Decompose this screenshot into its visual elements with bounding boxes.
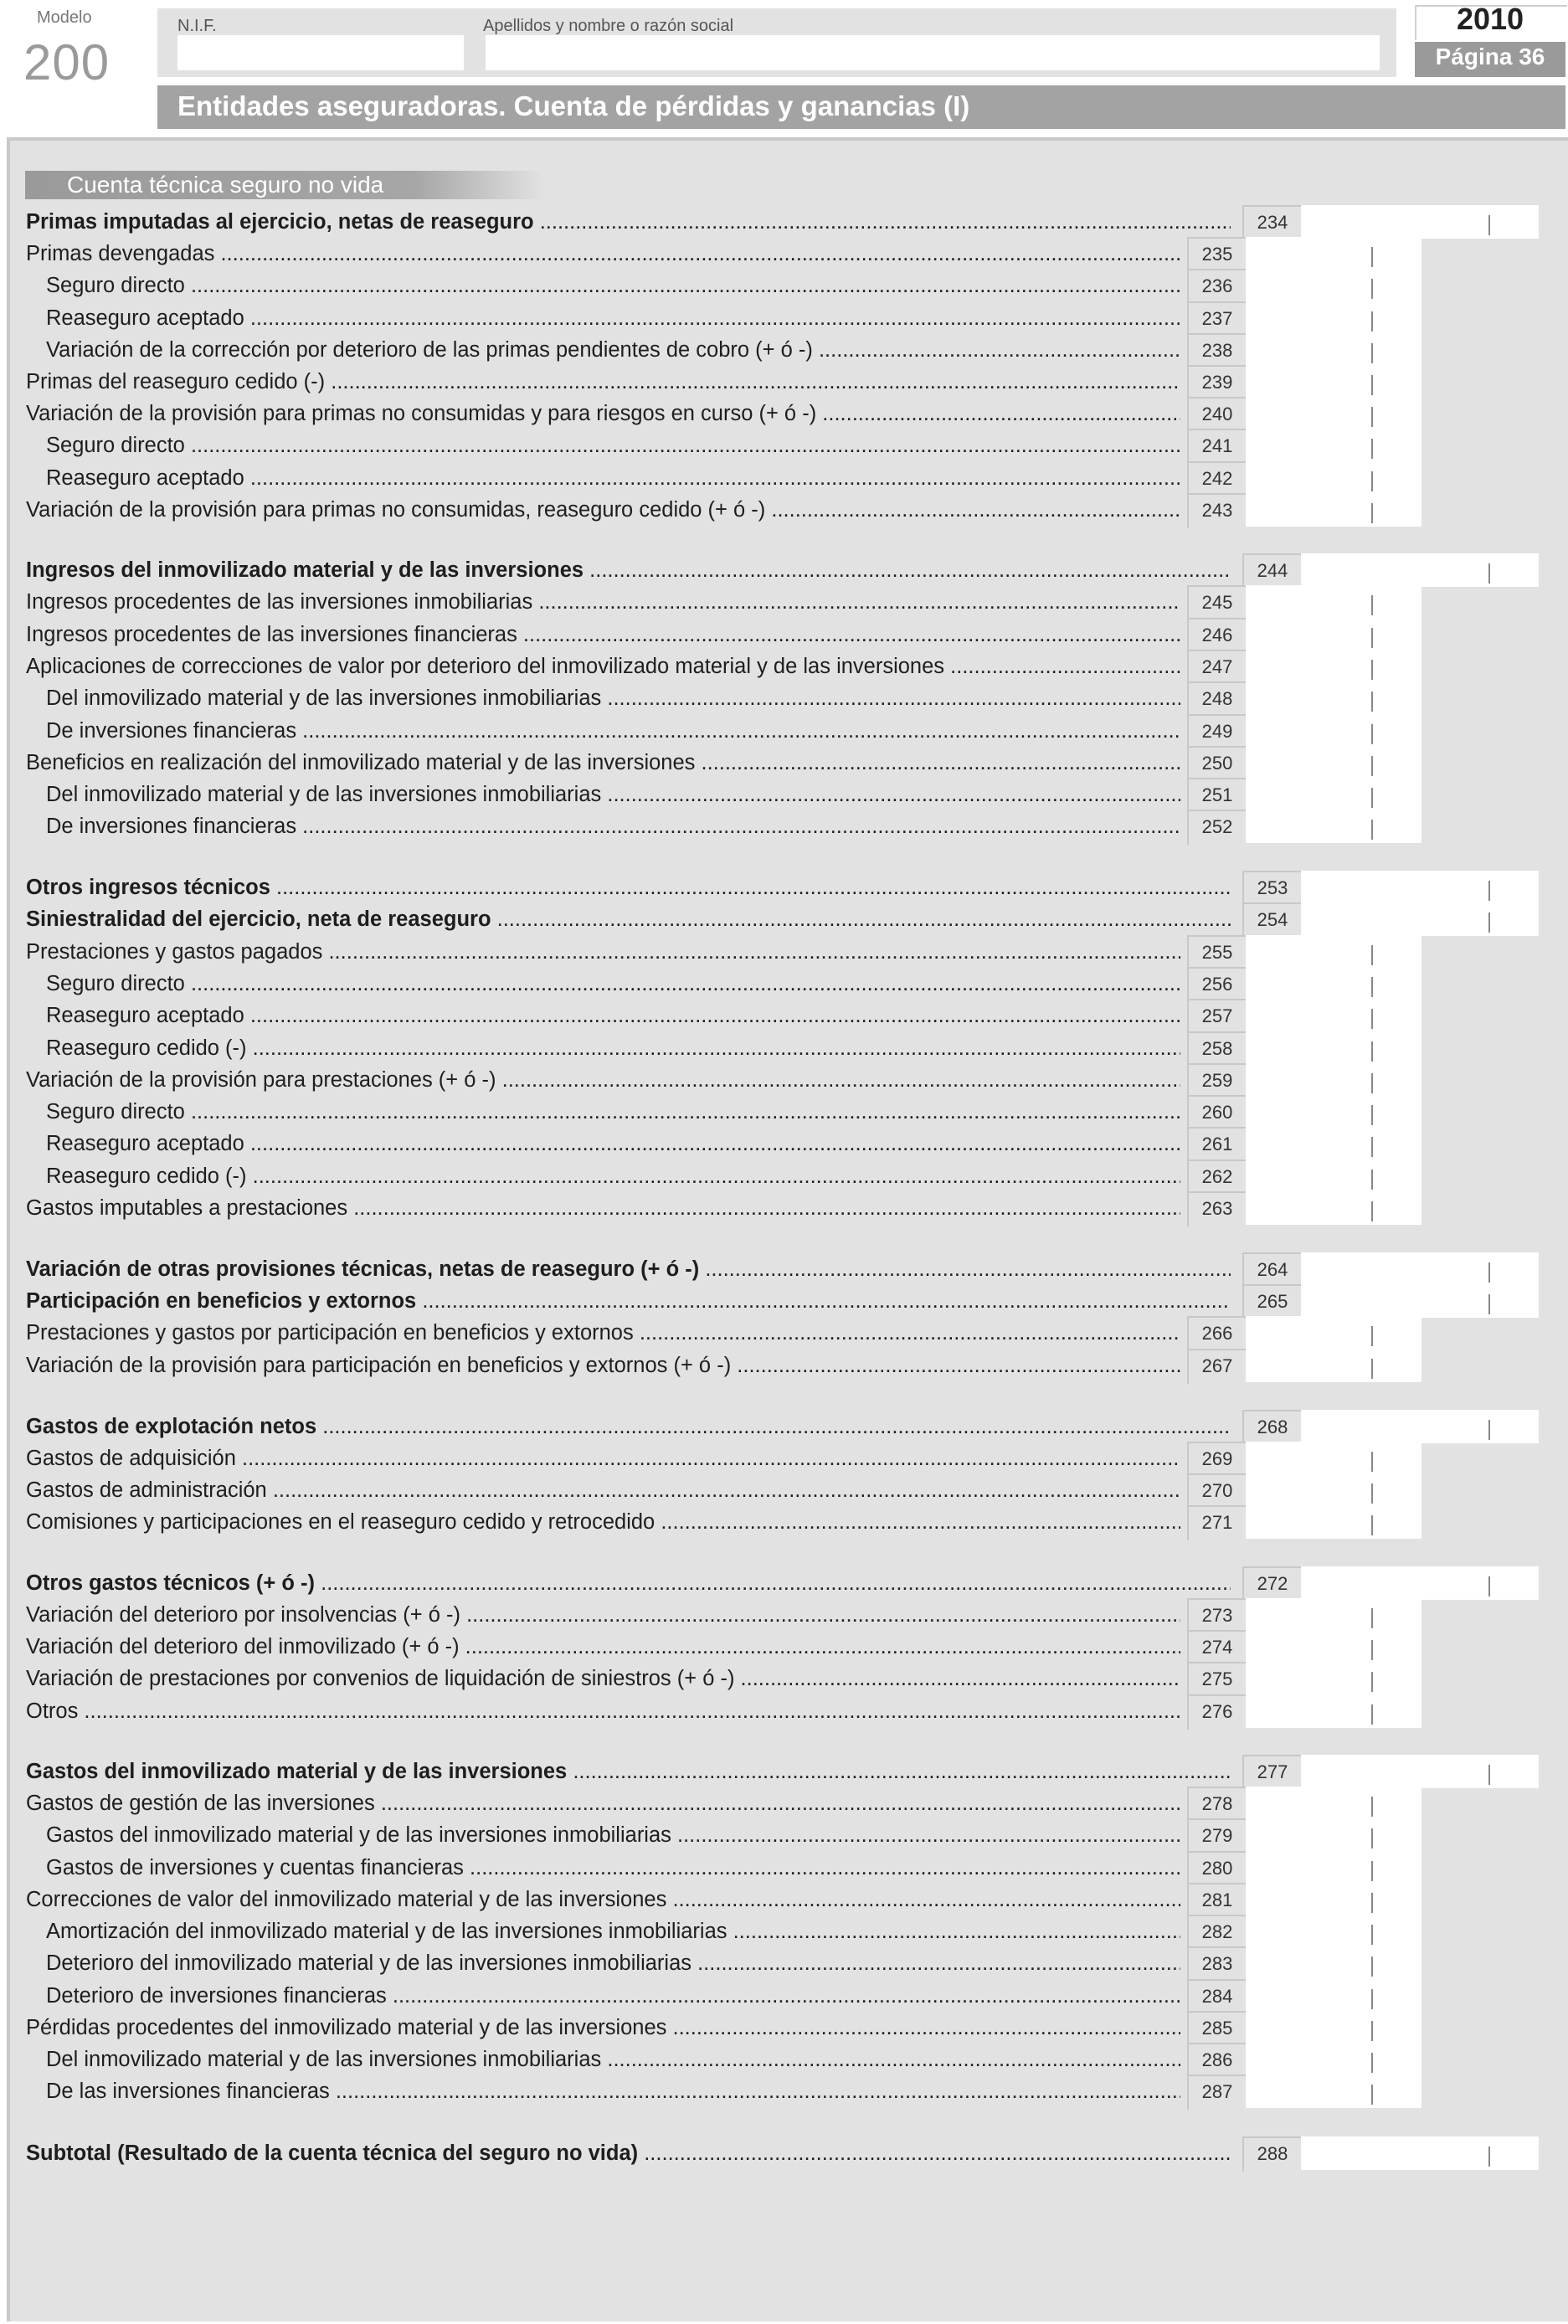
form-row-234	[0, 205, 1568, 239]
box-code: 240	[1187, 397, 1246, 432]
row-label: Amortización del inmovilizado material y de las inversiones inmobiliarias .....	[46, 1915, 1180, 1948]
row-label: Gastos de adquisición .....	[26, 1442, 1180, 1475]
box-code: 256	[1187, 967, 1246, 1002]
year: 2010	[1456, 2, 1524, 36]
box-code: 269	[1187, 1442, 1246, 1477]
row-label: Gastos de gestión de las inversiones .....	[26, 1787, 1180, 1820]
amount-field-246[interactable]	[1246, 618, 1421, 651]
row-label: Variación de la provisión para prestaciones (+ ó -) .....	[26, 1063, 1180, 1097]
amount-field-283[interactable]	[1246, 1946, 1421, 1980]
form-row-267	[0, 1349, 1568, 1382]
form-row-276	[0, 1694, 1568, 1728]
amount-field-263[interactable]	[1246, 1191, 1421, 1225]
amount-field-234[interactable]	[1301, 205, 1539, 239]
box-code: 270	[1187, 1473, 1246, 1509]
amount-field-272[interactable]	[1301, 1566, 1539, 1600]
amount-field-254[interactable]	[1301, 902, 1539, 936]
form-row-236	[0, 269, 1568, 302]
form-row-280	[0, 1851, 1568, 1884]
box-code: 280	[1187, 1851, 1246, 1886]
form-row-271	[0, 1505, 1568, 1539]
box-code: 263	[1187, 1191, 1246, 1226]
row-label: Comisiones y participaciones en el reaseguro cedido y retrocedido .....	[26, 1505, 1180, 1539]
form-row-240	[0, 397, 1568, 430]
page-title: Entidades aseguradoras. Cuenta de pérdidas y ganancias (I)	[177, 90, 970, 121]
name-field[interactable]	[486, 35, 1380, 70]
form-row-244	[0, 553, 1568, 587]
box-code: 236	[1187, 269, 1246, 304]
form-row-278	[0, 1787, 1568, 1820]
row-label: Seguro directo .....	[46, 1095, 1180, 1129]
form-row-287	[0, 2075, 1568, 2108]
form-row-254	[0, 902, 1568, 936]
box-code: 253	[1242, 871, 1301, 906]
amount-field-266[interactable]	[1246, 1316, 1421, 1350]
row-label: Participación en beneficios y extornos .....	[26, 1284, 1231, 1318]
box-code: 254	[1242, 902, 1301, 938]
row-label: De las inversiones financieras .....	[46, 2075, 1180, 2108]
row-label: Seguro directo .....	[46, 429, 1180, 462]
row-label: Prestaciones y gastos pagados .....	[26, 935, 1180, 969]
form-row-251	[0, 778, 1568, 811]
modelo-label: Modelo	[37, 8, 92, 27]
box-code: 287	[1187, 2075, 1246, 2110]
box-code: 248	[1187, 681, 1246, 717]
amount-field-267[interactable]	[1246, 1349, 1421, 1382]
box-code: 264	[1242, 1252, 1301, 1288]
modelo-number: 200	[23, 34, 111, 90]
amount-field-278[interactable]	[1246, 1787, 1421, 1820]
amount-field-258[interactable]	[1246, 1031, 1421, 1065]
nif-field[interactable]	[177, 35, 464, 70]
row-label: Beneficios en realización del inmovilizado material y de las inversiones .....	[26, 746, 1180, 779]
row-label: Prestaciones y gastos por participación en beneficios y extornos .....	[26, 1316, 1180, 1350]
form-row-275	[0, 1662, 1568, 1695]
amount-field-265[interactable]	[1301, 1284, 1539, 1318]
amount-field-285[interactable]	[1246, 2011, 1421, 2044]
row-label: Reaseguro cedido (-) .....	[46, 1159, 1180, 1193]
form-row-245	[0, 585, 1568, 619]
box-code: 288	[1242, 2136, 1301, 2172]
amount-field-250[interactable]	[1246, 746, 1421, 779]
amount-field-257[interactable]	[1246, 999, 1421, 1032]
row-label: Del inmovilizado material y de las inversiones inmobiliarias .....	[46, 778, 1180, 811]
amount-field-238[interactable]	[1246, 333, 1421, 367]
row-label: Gastos del inmovilizado material y de las inversiones inmobiliarias .....	[46, 1818, 1180, 1852]
amount-field-241[interactable]	[1246, 429, 1421, 462]
row-label: Variación de la corrección por deterioro de las primas pendientes de cobro (+ ó -) .....	[46, 333, 1180, 367]
row-label: Variación de prestaciones por convenios de liquidación de siniestros (+ ó -) .....	[26, 1662, 1180, 1695]
amount-field-282[interactable]	[1246, 1915, 1421, 1948]
amount-field-262[interactable]	[1246, 1159, 1421, 1193]
row-label: Variación de la provisión para participación en beneficios y extornos (+ ó -) .....	[26, 1349, 1180, 1382]
row-label: Gastos de explotación netos .....	[26, 1410, 1231, 1443]
page-number: Página 36	[1435, 44, 1545, 69]
row-label: Correcciones de valor del inmovilizado material y de las inversiones .....	[26, 1883, 1180, 1916]
form-row-269	[0, 1442, 1568, 1475]
amount-field-240[interactable]	[1246, 397, 1421, 430]
form-row-256	[0, 967, 1568, 1000]
row-label: Variación de la provisión para primas no consumidas y para riesgos en curso (+ ó -) .....	[26, 397, 1180, 430]
row-label: Reaseguro aceptado .....	[46, 301, 1180, 335]
box-code: 262	[1187, 1159, 1246, 1195]
form-row-239	[0, 365, 1568, 398]
amount-field-256[interactable]	[1246, 967, 1421, 1000]
amount-field-284[interactable]	[1246, 1979, 1421, 2013]
amount-field-251[interactable]	[1246, 778, 1421, 811]
form-row-243	[0, 493, 1568, 527]
form-row-258	[0, 1031, 1568, 1065]
box-code: 278	[1187, 1787, 1246, 1822]
box-code: 246	[1187, 618, 1246, 653]
form-row-281	[0, 1883, 1568, 1916]
form-row-255	[0, 935, 1568, 969]
box-code: 243	[1187, 493, 1246, 528]
box-code: 239	[1187, 365, 1246, 400]
box-code: 267	[1187, 1349, 1246, 1384]
amount-field-255[interactable]	[1246, 935, 1421, 969]
amount-field-261[interactable]	[1246, 1127, 1421, 1160]
row-label: Reaseguro aceptado .....	[46, 999, 1180, 1032]
form-row-268	[0, 1410, 1568, 1443]
amount-field-247[interactable]	[1246, 650, 1421, 683]
box-code: 255	[1187, 935, 1246, 970]
form-row-285	[0, 2011, 1568, 2044]
box-code: 247	[1187, 650, 1246, 685]
row-label: De inversiones financieras .....	[46, 714, 1180, 748]
box-code: 274	[1187, 1630, 1246, 1665]
form-row-253	[0, 871, 1568, 904]
amount-field-244[interactable]	[1301, 553, 1539, 587]
form-row-248	[0, 681, 1568, 715]
box-code: 272	[1242, 1566, 1301, 1602]
box-code: 266	[1187, 1316, 1246, 1351]
amount-field-276[interactable]	[1246, 1694, 1421, 1728]
form-row-238	[0, 333, 1568, 367]
box-code: 282	[1187, 1915, 1246, 1950]
amount-field-236[interactable]	[1246, 269, 1421, 302]
form-row-241	[0, 429, 1568, 462]
amount-field-253[interactable]	[1301, 871, 1539, 904]
row-label: Deterioro de inversiones financieras .....	[46, 1979, 1180, 2013]
box-code: 279	[1187, 1818, 1246, 1854]
nif-label: N.I.F.	[177, 17, 217, 35]
box-code: 265	[1242, 1284, 1301, 1319]
box-code: 258	[1187, 1031, 1246, 1067]
box-code: 235	[1187, 237, 1246, 272]
form-row-279	[0, 1818, 1568, 1852]
row-label: Ingresos procedentes de las inversiones financieras .....	[26, 618, 1180, 651]
form-row-249	[0, 714, 1568, 748]
form-row-235	[0, 237, 1568, 270]
row-label: Variación de otras provisiones técnicas, netas de reaseguro (+ ó -) .....	[26, 1252, 1231, 1286]
row-label: Seguro directo .....	[46, 269, 1180, 302]
box-code: 271	[1187, 1505, 1246, 1540]
amount-field-286[interactable]	[1246, 2043, 1421, 2076]
row-label: Primas del reaseguro cedido (-) .....	[26, 365, 1180, 398]
row-label: Aplicaciones de correcciones de valor por deterioro del inmovilizado material y de las inversiones .....	[26, 650, 1180, 683]
form-row-270	[0, 1473, 1568, 1507]
amount-field-239[interactable]	[1246, 365, 1421, 398]
box-code: 284	[1187, 1979, 1246, 2014]
row-label: Variación del deterioro por insolvencias (+ ó -) .....	[26, 1598, 1180, 1632]
amount-field-275[interactable]	[1246, 1662, 1421, 1695]
box-code: 268	[1242, 1410, 1301, 1445]
row-label: Reaseguro cedido (-) .....	[46, 1031, 1180, 1065]
row-label: Siniestralidad del ejercicio, neta de reaseguro .....	[26, 902, 1231, 936]
box-code: 260	[1187, 1095, 1246, 1130]
name-label: Apellidos y nombre o razón social	[483, 17, 734, 35]
amount-field-288[interactable]	[1301, 2136, 1539, 2170]
box-code: 242	[1187, 461, 1246, 496]
amount-field-264[interactable]	[1301, 1252, 1539, 1286]
form-row-283	[0, 1946, 1568, 1980]
amount-field-281[interactable]	[1246, 1883, 1421, 1916]
amount-field-279[interactable]	[1246, 1818, 1421, 1852]
amount-field-243[interactable]	[1246, 493, 1421, 527]
box-code: 251	[1187, 778, 1246, 813]
form-row-259	[0, 1063, 1568, 1097]
box-code: 249	[1187, 714, 1246, 749]
form-row-277	[0, 1755, 1568, 1788]
box-code: 273	[1187, 1598, 1246, 1633]
form-row-263	[0, 1191, 1568, 1225]
form-row-261	[0, 1127, 1568, 1160]
row-label: Primas devengadas .....	[26, 237, 1180, 270]
box-code: 261	[1187, 1127, 1246, 1162]
amount-field-280[interactable]	[1246, 1851, 1421, 1884]
form-row-252	[0, 810, 1568, 843]
amount-field-274[interactable]	[1246, 1630, 1421, 1663]
box-code: 259	[1187, 1063, 1246, 1098]
row-label: Seguro directo .....	[46, 967, 1180, 1000]
row-label: Ingresos procedentes de las inversiones inmobiliarias .....	[26, 585, 1180, 619]
form-row-242	[0, 461, 1568, 495]
amount-field-242[interactable]	[1246, 461, 1421, 495]
row-label: Gastos del inmovilizado material y de las inversiones .....	[26, 1755, 1231, 1788]
row-label: Del inmovilizado material y de las inversiones inmobiliarias .....	[46, 2043, 1180, 2076]
amount-field-268[interactable]	[1301, 1410, 1539, 1443]
box-code: 275	[1187, 1662, 1246, 1697]
form-row-282	[0, 1915, 1568, 1948]
amount-field-249[interactable]	[1246, 714, 1421, 748]
row-label: Otros ingresos técnicos .....	[26, 871, 1231, 904]
row-label: Variación de la provisión para primas no consumidas, reaseguro cedido (+ ó -) .....	[26, 493, 1180, 527]
row-label: Gastos de inversiones y cuentas financieras .....	[46, 1851, 1180, 1884]
form-row-260	[0, 1095, 1568, 1129]
box-code: 244	[1242, 553, 1301, 589]
row-label: Deterioro del inmovilizado material y de las inversiones inmobiliarias .....	[46, 1946, 1180, 1980]
form-row-272	[0, 1566, 1568, 1600]
amount-field-273[interactable]	[1246, 1598, 1421, 1632]
box-code: 277	[1242, 1755, 1301, 1790]
row-label: Ingresos del inmovilizado material y de las inversiones .....	[26, 553, 1231, 587]
row-label: Reaseguro aceptado .....	[46, 461, 1180, 495]
form-row-262	[0, 1159, 1568, 1193]
form-row-237	[0, 301, 1568, 335]
form-row-288	[0, 2136, 1568, 2170]
amount-field-271[interactable]	[1246, 1505, 1421, 1539]
box-code: 234	[1242, 205, 1301, 240]
row-label: Otros gastos técnicos (+ ó -) .....	[26, 1566, 1231, 1600]
amount-field-248[interactable]	[1246, 681, 1421, 715]
row-label: Gastos imputables a prestaciones .....	[26, 1191, 1180, 1225]
row-label: Primas imputadas al ejercicio, netas de reaseguro .....	[26, 205, 1231, 239]
box-code: 250	[1187, 746, 1246, 781]
row-label: Variación del deterioro del inmovilizado (+ ó -) .....	[26, 1630, 1180, 1663]
amount-field-235[interactable]	[1246, 237, 1421, 270]
amount-field-245[interactable]	[1246, 585, 1421, 619]
section-title: Cuenta técnica seguro no vida	[67, 172, 384, 198]
box-code: 283	[1187, 1946, 1246, 1982]
row-label: Reaseguro aceptado .....	[46, 1127, 1180, 1160]
amount-field-237[interactable]	[1246, 301, 1421, 335]
box-code: 281	[1187, 1883, 1246, 1918]
box-code: 241	[1187, 429, 1246, 464]
form-row-284	[0, 1979, 1568, 2013]
row-label: Del inmovilizado material y de las inversiones inmobiliarias .....	[46, 681, 1180, 715]
box-code: 245	[1187, 585, 1246, 620]
form-row-274	[0, 1630, 1568, 1663]
row-label: Subtotal (Resultado de la cuenta técnica del seguro no vida) .....	[26, 2136, 1231, 2170]
row-label: Gastos de administración .....	[26, 1473, 1180, 1507]
form-row-247	[0, 650, 1568, 683]
amount-field-252[interactable]	[1246, 810, 1421, 843]
box-code: 276	[1187, 1694, 1246, 1730]
amount-field-260[interactable]	[1246, 1095, 1421, 1129]
amount-field-270[interactable]	[1246, 1473, 1421, 1507]
form-row-265	[0, 1284, 1568, 1318]
form-row-273	[0, 1598, 1568, 1632]
row-label: Otros .....	[26, 1694, 1180, 1728]
amount-field-259[interactable]	[1246, 1063, 1421, 1097]
form-row-257	[0, 999, 1568, 1032]
box-code: 237	[1187, 301, 1246, 337]
amount-field-277[interactable]	[1301, 1755, 1539, 1788]
row-label: De inversiones financieras .....	[46, 810, 1180, 843]
amount-field-287[interactable]	[1246, 2075, 1421, 2108]
row-label: Pérdidas procedentes del inmovilizado material y de las inversiones .....	[26, 2011, 1180, 2044]
box-code: 252	[1187, 810, 1246, 845]
box-code: 285	[1187, 2011, 1246, 2046]
form-row-286	[0, 2043, 1568, 2076]
form-row-264	[0, 1252, 1568, 1286]
box-code: 257	[1187, 999, 1246, 1034]
box-code: 238	[1187, 333, 1246, 368]
form-row-266	[0, 1316, 1568, 1350]
amount-field-269[interactable]	[1246, 1442, 1421, 1475]
form-row-246	[0, 618, 1568, 651]
box-code: 286	[1187, 2043, 1246, 2078]
form-row-250	[0, 746, 1568, 779]
